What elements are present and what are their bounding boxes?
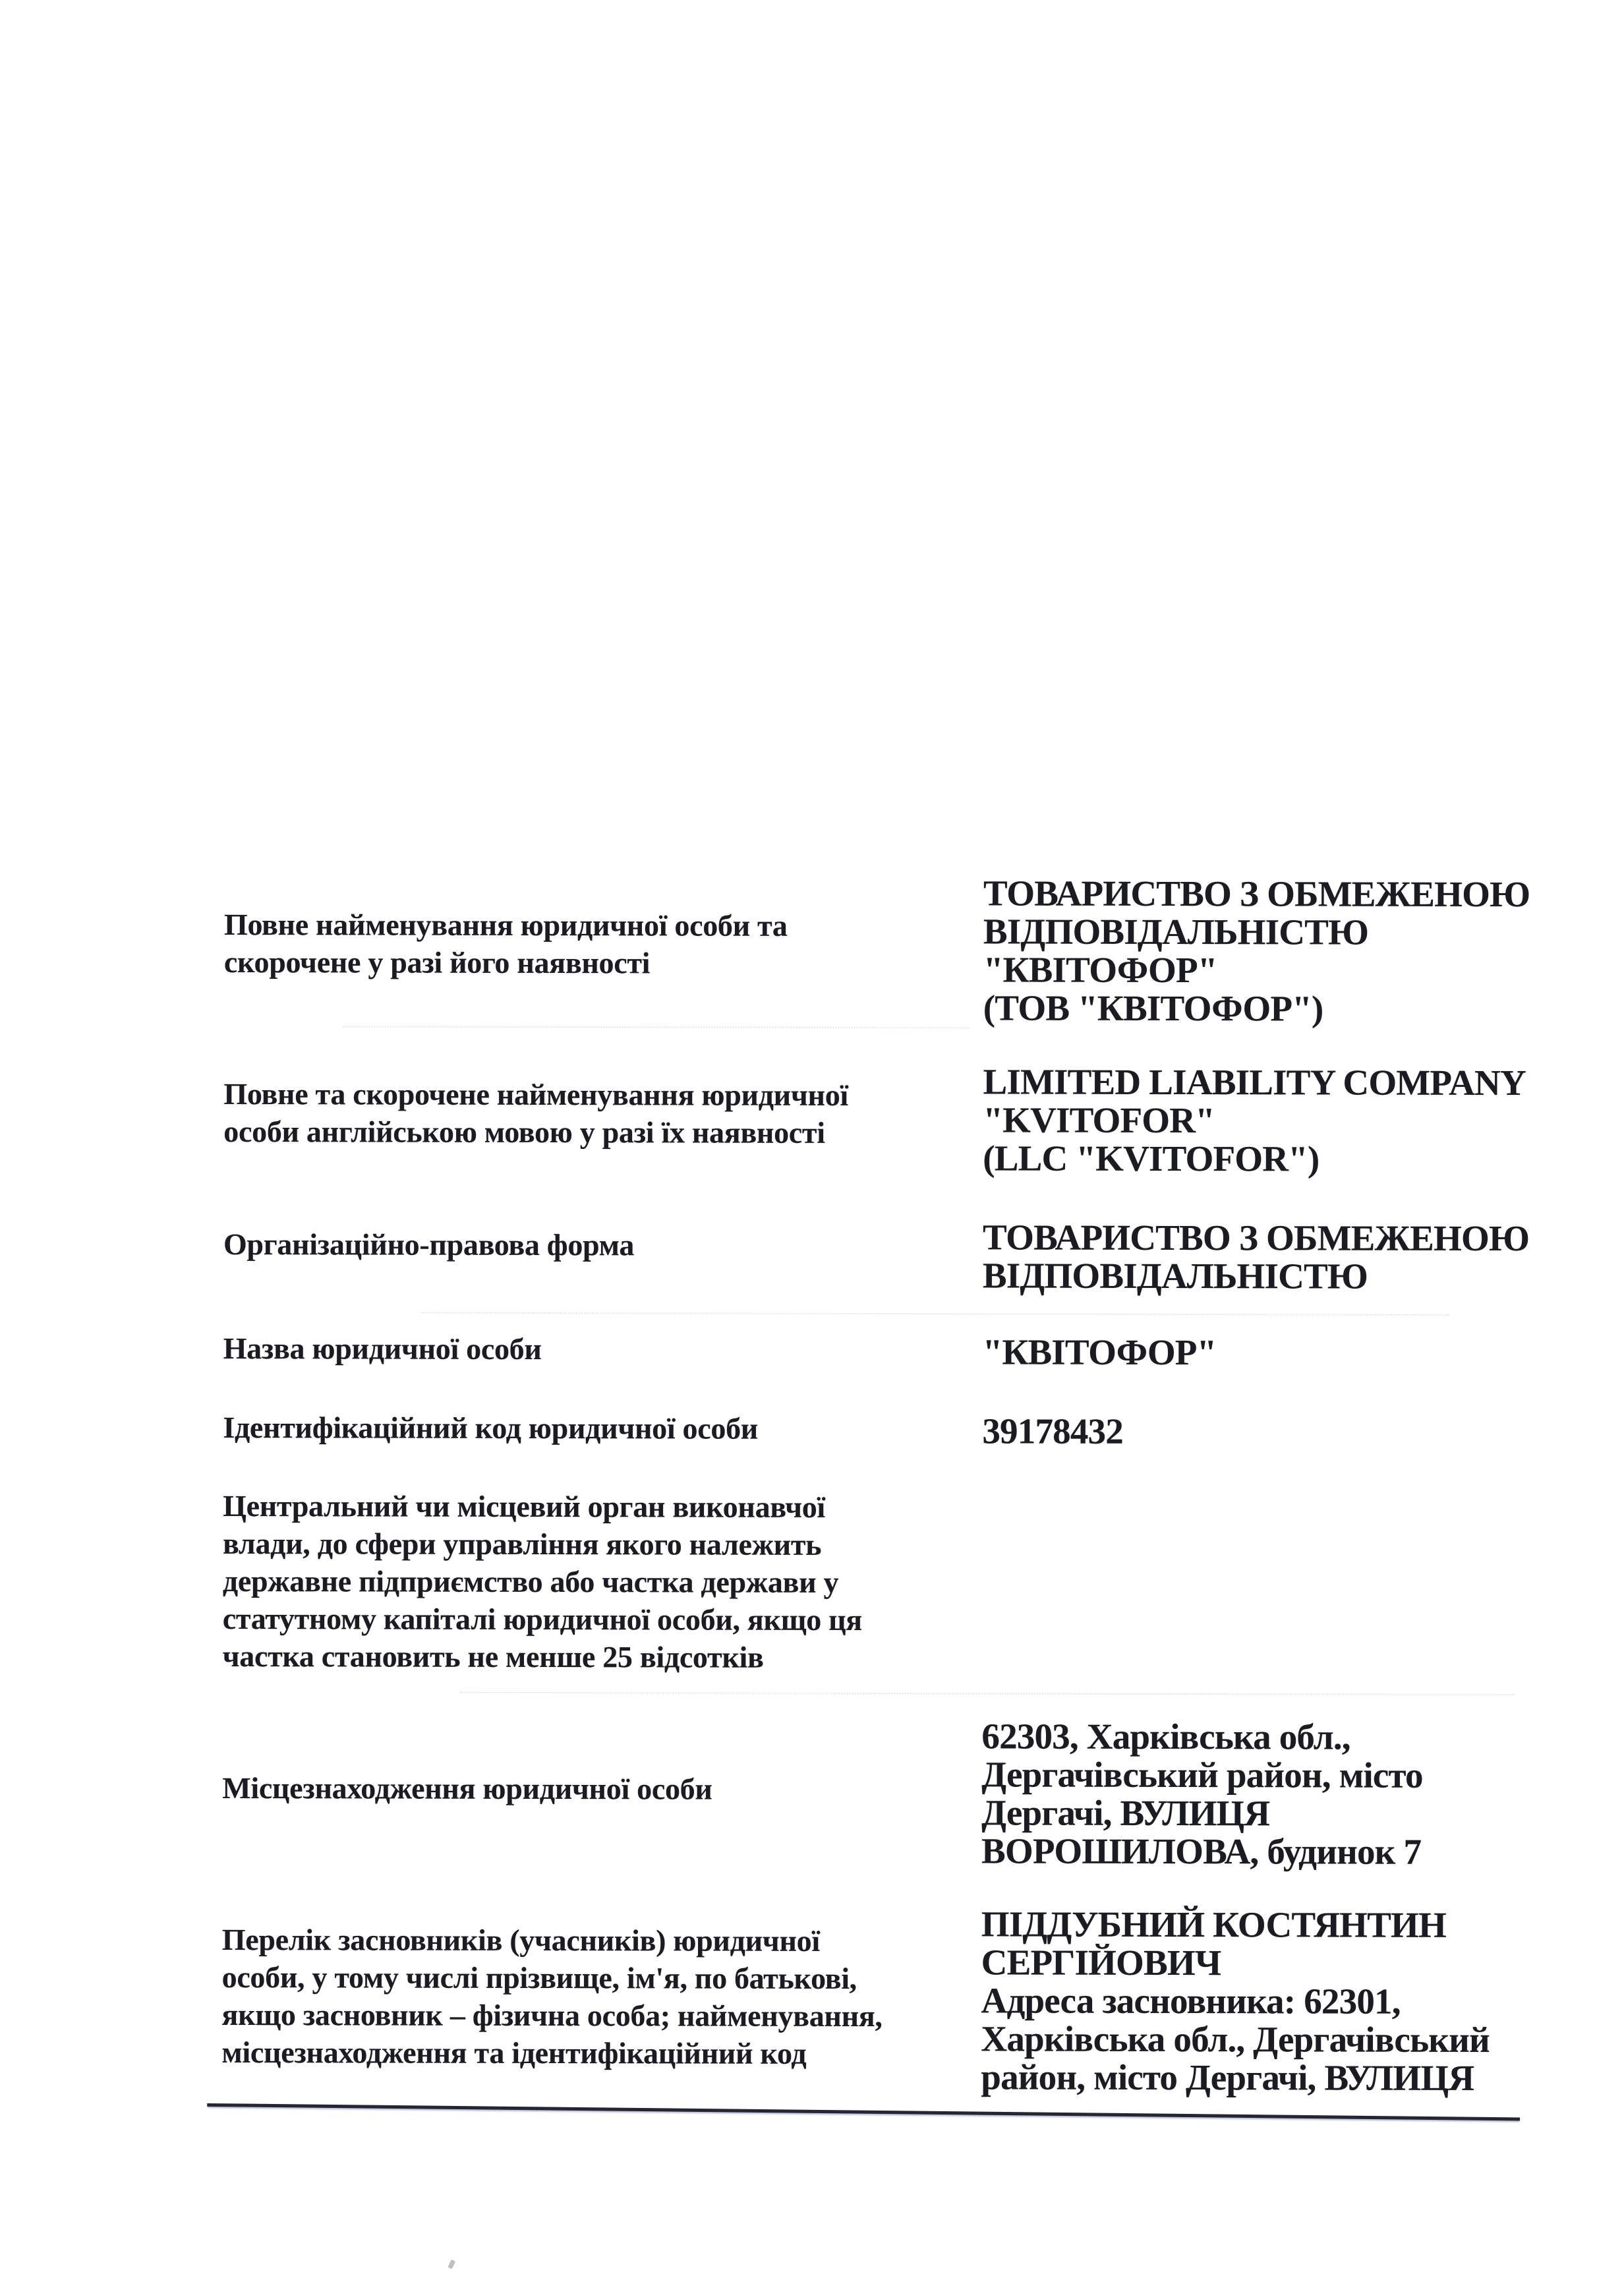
field-label-location: Місцезнаходження юридичної особи <box>222 1770 712 1806</box>
field-label-name-english: Повне та скорочене найменування юридичної особи англійською мовою у разі їх наявності <box>223 1076 848 1150</box>
scan-artifact <box>448 2260 455 2269</box>
field-label-founders: Перелік засновників (учасників) юридичної особи, у тому числі прізвище, ім'я, по батькові, якщо засновник – фізична особа; найменування, місцезнаходження та ідентифікаційний код <box>221 1922 883 2070</box>
footer-rule <box>207 2103 1520 2121</box>
field-value-location: 62303, Харківська обл., Дергачівський район, місто Дергачі, ВУЛИЦЯ ВОРОШИЛОВА, будинок 7 <box>981 1716 1423 1872</box>
field-value-founders: ПІДДУБНИЙ КОСТЯНТИН СЕРГІЙОВИЧ Адреса засновника: 62301, Харківська обл., Дергачівський район, місто Дергачі, ВУЛИЦЯ <box>981 1904 1490 2098</box>
scan-artifact <box>343 1026 969 1028</box>
field-value-legal-form: ТОВАРИСТВО З ОБМЕЖЕНОЮ ВІДПОВІДАЛЬНІСТЮ <box>982 1217 1530 1297</box>
field-value-entity-name: "КВІТОФОР" <box>982 1331 1217 1373</box>
scan-artifact <box>460 1692 1515 1695</box>
field-value-identification-code: 39178432 <box>982 1411 1124 1451</box>
field-label-full-name: Повне найменування юридичної особи та скорочене у разі його наявності <box>223 908 788 980</box>
scan-artifact <box>421 1312 1449 1316</box>
field-value-full-name: ТОВАРИСТВО З ОБМЕЖЕНОЮ ВІДПОВІДАЛЬНІСТЮ "КВІТОФОР" (ТОВ "КВІТОФОР") <box>983 873 1530 1029</box>
field-value-name-english: LIMITED LIABILITY COMPANY "KVITOFOR" (LLC "KVITOFOR") <box>983 1061 1526 1179</box>
field-label-entity-name: Назва юридичної особи <box>223 1331 542 1366</box>
field-label-managing-authority: Центральний чи місцевий орган виконавчої влади, до сфери управління якого належить державне підприємство або частка держави у статутному капіталі юридичної особи, якщо ця частка становить не менше 25 відсотків <box>222 1488 862 1674</box>
field-label-legal-form: Організаційно-правова форма <box>223 1227 635 1262</box>
field-label-identification-code: Ідентифікаційний код юридичної особи <box>223 1410 759 1446</box>
